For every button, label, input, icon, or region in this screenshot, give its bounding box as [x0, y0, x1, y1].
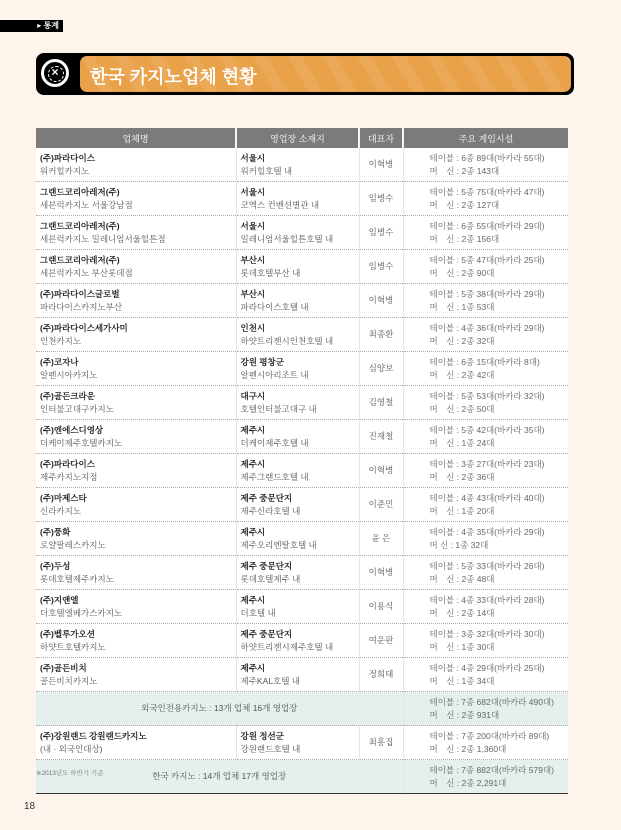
location-cell: 강원 정선군 강원랜드호텔 내 — [236, 726, 359, 760]
location-cell: 서울시 코엑스 컨벤션별관 내 — [236, 182, 359, 216]
facilities-cell: 테이블 : 4종 35대(바카라 29대) 머 신 : 1종 32대 — [403, 522, 568, 556]
company-cell: 그랜드코리아레저(주) 세븐럭카지노 부산롯데점 — [36, 250, 236, 284]
location-cell: 제주 중문단지 제주신라호텔 내 — [236, 488, 359, 522]
header-facilities: 주요 게임시설 — [403, 128, 568, 148]
table-row — [36, 726, 568, 760]
summary-row-foreign — [36, 692, 568, 726]
table-row — [36, 556, 568, 590]
location-cell: 인천시 하얏트리젠시인천호텔 내 — [236, 318, 359, 352]
company-cell: (주)지앤엘 더호텔엘베가스카지노 — [36, 590, 236, 624]
location-cell: 제주시 더호텔 내 — [236, 590, 359, 624]
table-row — [36, 488, 568, 522]
location-cell: 제주시 더케이제주호텔 내 — [236, 420, 359, 454]
footnote: ※2013년도 하반기 기준 — [36, 770, 104, 777]
rep-cell: 이혁병 — [359, 454, 403, 488]
company-cell: (주)골든크라운 인터불고대구카지노 — [36, 386, 236, 420]
facilities-cell: 테이블 : 5종 33대(바카라 26대) 머 신 : 2종 48대 — [403, 556, 568, 590]
location-cell: 제주시 제주KAL호텔 내 — [236, 658, 359, 692]
table-row — [36, 352, 568, 386]
table-row — [36, 250, 568, 284]
company-cell: (주)벨루가오션 하얏트호텔카지노 — [36, 624, 236, 658]
company-cell: (주)골든비치 골든비치카지노 — [36, 658, 236, 692]
table-row — [36, 454, 568, 488]
rep-cell: 정희태 — [359, 658, 403, 692]
location-cell: 강원 평창군 알펜시아리조트 내 — [236, 352, 359, 386]
summary-label: 외국인전용카지노 : 13개 업체 16개 영업장 — [36, 692, 403, 726]
table-row — [36, 624, 568, 658]
table-row — [36, 318, 568, 352]
company-cell: (주)엔에스디영상 더케이제주호텔카지노 — [36, 420, 236, 454]
page-title: 한국 카지노업체 현황 — [90, 67, 257, 87]
facilities-cell: 테이블 : 6종 89대(바카라 55대) 머 신 : 2종 143대 — [403, 148, 568, 182]
company-cell: (주)강원랜드 강원랜드카지노 (내 · 외국인대상) — [36, 726, 236, 760]
facilities-cell: 테이블 : 5종 42대(바카라 35대) 머 신 : 1종 24대 — [403, 420, 568, 454]
location-cell: 제주시 제주오리엔탈호텔 내 — [236, 522, 359, 556]
rep-cell: 이혁병 — [359, 284, 403, 318]
table-row — [36, 182, 568, 216]
rep-cell: 최종환 — [359, 318, 403, 352]
page-number: 18 — [24, 801, 36, 812]
header-location: 영업장 소재지 — [236, 128, 359, 148]
company-cell: (주)풍화 로얄팔레스카지노 — [36, 522, 236, 556]
location-cell: 제주 중문단지 하얏트리젠시제주호텔 내 — [236, 624, 359, 658]
table-row — [36, 590, 568, 624]
table-row — [36, 658, 568, 692]
header-rep: 대표자 — [359, 128, 403, 148]
casino-chip-icon: × — [41, 59, 69, 87]
facilities-cell: 테이블 : 4종 36대(바카라 29대) 머 신 : 2종 32대 — [403, 318, 568, 352]
table-row — [36, 386, 568, 420]
title-banner — [36, 53, 574, 95]
facilities-cell: 테이블 : 4종 33대(바카라 28대) 머 신 : 2종 14대 — [403, 590, 568, 624]
table-row — [36, 284, 568, 318]
company-cell: (주)파라다이스 워커힐카지노 — [36, 148, 236, 182]
rep-cell: 이혁병 — [359, 556, 403, 590]
rep-cell: 심양보 — [359, 352, 403, 386]
facilities-cell: 테이블 : 7종 682대(바카라 490대) 머 신 : 2종 931대 — [403, 692, 568, 726]
facilities-cell: 테이블 : 4종 29대(바카라 25대) 머 신 : 1종 34대 — [403, 658, 568, 692]
facilities-cell: 테이블 : 6종 15대(바카라 8대) 머 신 : 2종 42대 — [403, 352, 568, 386]
facilities-cell: 테이블 : 3종 32대(바카라 30대) 머 신 : 1종 30대 — [403, 624, 568, 658]
facilities-cell: 테이블 : 4종 43대(바카라 40대) 머 신 : 1종 20대 — [403, 488, 568, 522]
facilities-cell: 테이블 : 3종 27대(바카라 23대) 머 신 : 2종 36대 — [403, 454, 568, 488]
location-cell: 부산시 파라다이스호텔 내 — [236, 284, 359, 318]
header-company: 업체명 — [36, 128, 236, 148]
facilities-cell: 테이블 : 5종 53대(바카라 32대) 머 신 : 2종 50대 — [403, 386, 568, 420]
company-cell: (주)파라다이스세가사미 인천카지노 — [36, 318, 236, 352]
table-row — [36, 216, 568, 250]
summary-label: 한국 카지노 : 14개 업체 17개 영업장 — [36, 760, 403, 794]
table-header — [36, 128, 568, 148]
company-cell: 그랜드코리아레저(주) 세븐럭카지노 밀레니엄서울힐튼점 — [36, 216, 236, 250]
facilities-cell: 테이블 : 5종 38대(바카라 29대) 머 신 : 1종 53대 — [403, 284, 568, 318]
table-row — [36, 148, 568, 182]
location-cell: 제주시 제주그랜드호텔 내 — [236, 454, 359, 488]
rep-cell: 임병수 — [359, 250, 403, 284]
facilities-cell: 테이블 : 7종 882대(바카라 579대) 머 신 : 2종 2,291대 — [403, 760, 568, 794]
location-cell: 제주 중문단지 롯데호텔제주 내 — [236, 556, 359, 590]
rep-cell: 김영철 — [359, 386, 403, 420]
rep-cell: 최흥집 — [359, 726, 403, 760]
company-cell: (주)두성 롯데호텔제주카지노 — [36, 556, 236, 590]
rep-cell: 이혁병 — [359, 148, 403, 182]
section-tag: ▸ 통계 — [0, 20, 63, 32]
company-cell: (주)파라다이스 제주카지노지점 — [36, 454, 236, 488]
rep-cell: 임병수 — [359, 182, 403, 216]
facilities-cell: 테이블 : 5종 75대(바카라 47대) 머 신 : 2종 127대 — [403, 182, 568, 216]
rep-cell: 이준민 — [359, 488, 403, 522]
rep-cell: 임병수 — [359, 216, 403, 250]
rep-cell: 윤 은 — [359, 522, 403, 556]
summary-row-total — [36, 760, 568, 794]
rep-cell: 진재철 — [359, 420, 403, 454]
company-cell: (주)파라다이스글로벌 파라다이스카지노부산 — [36, 284, 236, 318]
location-cell: 대구시 호텔인터불고대구 내 — [236, 386, 359, 420]
facilities-cell: 테이블 : 7종 200대(바카라 89대) 머 신 : 2종 1,360대 — [403, 726, 568, 760]
casino-table — [36, 128, 568, 794]
facilities-cell: 테이블 : 6종 55대(바카라 29대) 머 신 : 2종 156대 — [403, 216, 568, 250]
company-cell: (주)마제스타 신라카지노 — [36, 488, 236, 522]
table-row — [36, 522, 568, 556]
company-cell: 그랜드코리아레저(주) 세븐럭카지노 서울강남점 — [36, 182, 236, 216]
table-row — [36, 420, 568, 454]
location-cell: 부산시 롯데호텔부산 내 — [236, 250, 359, 284]
rep-cell: 이용식 — [359, 590, 403, 624]
facilities-cell: 테이블 : 5종 47대(바카라 25대) 머 신 : 2종 90대 — [403, 250, 568, 284]
location-cell: 서울시 밀레니엄서울힐튼호텔 내 — [236, 216, 359, 250]
company-cell: (주)코자나 알펜시아카지노 — [36, 352, 236, 386]
location-cell: 서울시 워커힐호텔 내 — [236, 148, 359, 182]
rep-cell: 여운판 — [359, 624, 403, 658]
